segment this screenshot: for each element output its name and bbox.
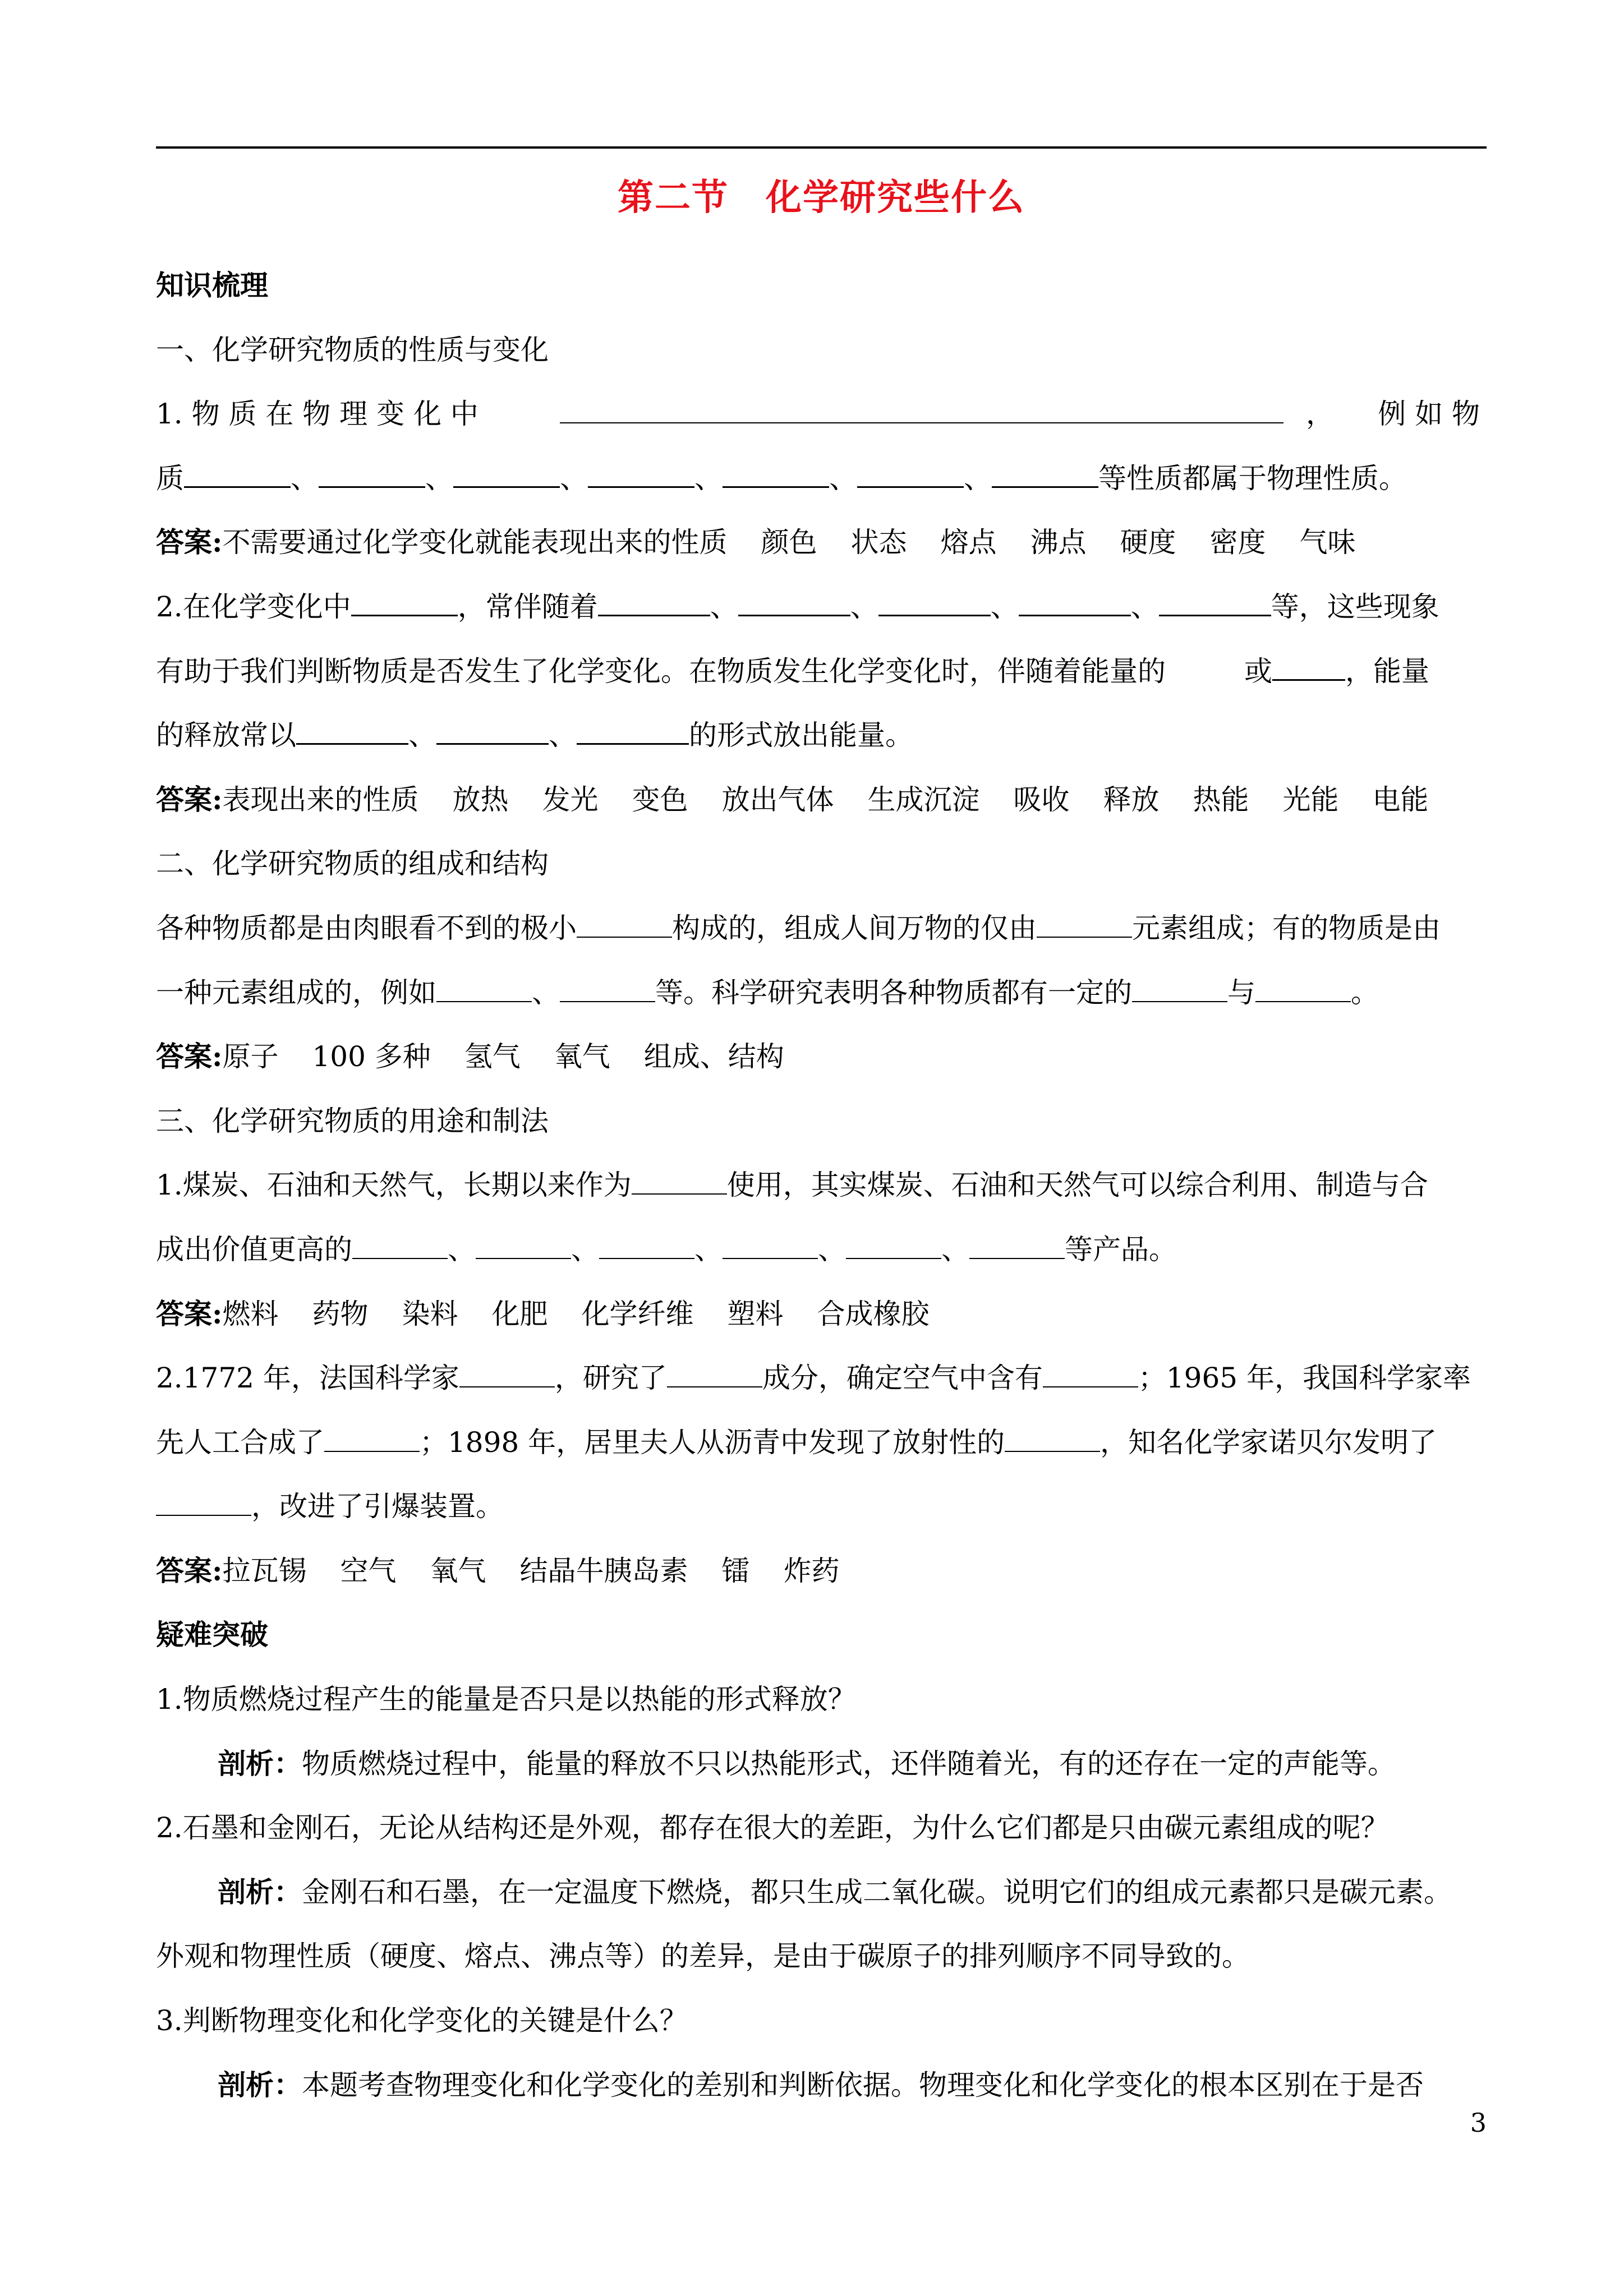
s3-q2-line3: ，改进了引爆装置。 <box>156 1474 1487 1539</box>
answer-label: 答案: <box>156 1040 223 1073</box>
fill-blank <box>453 467 560 488</box>
s1-q2-line1: 2.在化学变化中 ，常伴随着 、 、 、 、 等，这些现象 <box>156 590 1439 623</box>
difficult-a1: 剖析：物质燃烧过程中，能量的释放不只以热能形式，还伴随着光，有的还存在一定的声能等。 <box>218 1746 1396 1780</box>
fill-blank <box>1272 660 1345 681</box>
s1-heading: 一、化学研究物质的性质与变化 <box>156 333 549 366</box>
difficult-q3: 3.判断物理变化和化学变化的关键是什么？ <box>156 2004 688 2037</box>
fill-blank <box>476 1238 571 1259</box>
s1-q2-line3: 的释放常以 、 、 的形式放出能量。 <box>156 719 913 752</box>
fill-blank <box>588 467 694 488</box>
s3-q2-line2: 先人工合成了 ；1898 年，居里夫人从沥青中发现了放射性的 ，知名化学家诺贝尔发明了 <box>156 1426 1437 1459</box>
s1-q1-line2: 质 、 、 、 、 、 、 等性质都属于物理性质。 <box>156 462 1407 495</box>
analysis-label: 剖析： <box>218 2068 302 2101</box>
fill-blank <box>857 467 964 488</box>
s3-answer-2: 答案:拉瓦锡 空气 氧气 结晶牛胰岛素 镭 炸药 <box>156 1553 840 1587</box>
s3-answer-1: 答案:燃料 药物 染料 化肥 化学纤维 塑料 合成橡胶 <box>156 1297 930 1330</box>
fill-blank <box>992 467 1098 488</box>
difficult-a2-line1: 剖析：金刚石和石墨，在一定温度下燃烧，都只生成二氧化碳。说明它们的组成元素都只是碳元素。 <box>218 1875 1452 1908</box>
fill-blank <box>1132 981 1227 1002</box>
fill-blank <box>560 981 655 1002</box>
fill-blank <box>352 1238 448 1259</box>
fill-blank <box>184 467 291 488</box>
section-heading-knowledge: 知识梳理 <box>156 269 268 302</box>
fill-blank <box>459 1366 555 1387</box>
fill-blank <box>723 467 829 488</box>
document-body <box>156 253 1487 2117</box>
fill-blank <box>1037 916 1132 938</box>
s1-answer-2: 答案:表现出来的性质 放热 发光 变色 放出气体 生成沉淀 吸收 释放 热能 光能 电能 <box>156 782 1429 816</box>
difficult-q1: 1.物质燃烧过程产生的能量是否只是以热能的形式释放？ <box>156 1683 856 1716</box>
answer-label: 答案: <box>156 1553 223 1587</box>
s3-q2-line1: 2.1772 年，法国科学家 ，研究了 成分，确定空气中含有 ；1965 年，我国科学家率 <box>156 1362 1471 1395</box>
fill-blank <box>1019 596 1131 616</box>
answer-label: 答案: <box>156 1297 223 1330</box>
fill-blank <box>738 596 850 616</box>
fill-blank <box>577 724 689 745</box>
page-title: 第二节 化学研究些什么 <box>618 177 1025 219</box>
answer-label: 答案: <box>156 525 223 559</box>
fill-blank <box>296 724 408 745</box>
difficult-a2-line2: 外观和物理性质（硬度、熔点、沸点等）的差异，是由于碳原子的排列顺序不同导致的。 <box>156 1940 1250 1973</box>
fill-blank <box>598 596 710 616</box>
analysis-label: 剖析： <box>218 1746 302 1780</box>
s2-heading: 二、化学研究物质的组成和结构 <box>156 847 549 880</box>
fill-blank <box>1159 596 1271 616</box>
fill-blank <box>723 1238 818 1259</box>
fill-blank <box>878 596 991 616</box>
fill-blank <box>846 1238 941 1259</box>
header-rule <box>156 146 1487 149</box>
s1-q1-line1: 1. 物 质 在 物 理 变 化 中 ， 例 如 物 <box>156 382 1487 446</box>
fill-blank <box>436 724 549 745</box>
section-heading-difficult: 疑难突破 <box>156 1618 268 1652</box>
fill-blank <box>1043 1366 1138 1387</box>
fill-blank <box>560 402 1283 423</box>
s3-q1-line1: 1.煤炭、石油和天然气，长期以来作为 使用，其实煤炭、石油和天然气可以综合利用、制造与合 <box>156 1169 1428 1202</box>
difficult-a3: 剖析：本题考查物理变化和化学变化的差别和判断依据。物理变化和化学变化的根本区别在于是否 <box>218 2068 1424 2101</box>
fill-blank <box>667 1366 762 1387</box>
fill-blank <box>1005 1431 1100 1452</box>
s2-line2: 一种元素组成的，例如 、 等。科学研究表明各种物质都有一定的 与 。 <box>156 976 1379 1009</box>
fill-blank <box>632 1173 727 1195</box>
difficult-q2: 2.石墨和金刚石，无论从结构还是外观，都存在很大的差距，为什么它们都是只由碳元素组成的呢？ <box>156 1811 1389 1845</box>
fill-blank <box>599 1238 694 1259</box>
s1-q1-text-c: 例 如 物 <box>1378 398 1480 431</box>
fill-blank <box>436 981 532 1002</box>
fill-blank <box>1255 981 1351 1002</box>
s3-heading: 三、化学研究物质的用途和制法 <box>156 1104 549 1137</box>
fill-blank <box>156 1495 251 1516</box>
s3-q1-line2: 成出价值更高的 、 、 、 、 、 等产品。 <box>156 1233 1177 1266</box>
fill-blank <box>351 596 458 616</box>
s2-line1: 各种物质都是由肉眼看不到的极小 构成的，组成人间万物的仅由 元素组成；有的物质是由 <box>156 911 1441 944</box>
analysis-label: 剖析： <box>218 1875 302 1908</box>
fill-blank <box>577 916 672 938</box>
fill-blank <box>319 467 425 488</box>
fill-blank <box>324 1431 420 1452</box>
s1-answer-1: 答案:不需要通过化学变化就能表现出来的性质 颜色 状态 熔点 沸点 硬度 密度 气味 <box>156 525 1356 559</box>
answer-label: 答案: <box>156 782 223 816</box>
s1-q1-text-a: 1. 物 质 在 物 理 变 化 中 <box>156 398 479 431</box>
page-number: 3 <box>1470 2108 1487 2138</box>
s1-q2-line2: 有助于我们判断物质是否发生了化学变化。在物质发生化学变化时，伴随着能量的 或 ，能量 <box>156 654 1429 688</box>
fill-blank <box>969 1238 1065 1259</box>
s2-answer: 答案:原子 100 多种 氢气 氧气 组成、结构 <box>156 1040 784 1073</box>
